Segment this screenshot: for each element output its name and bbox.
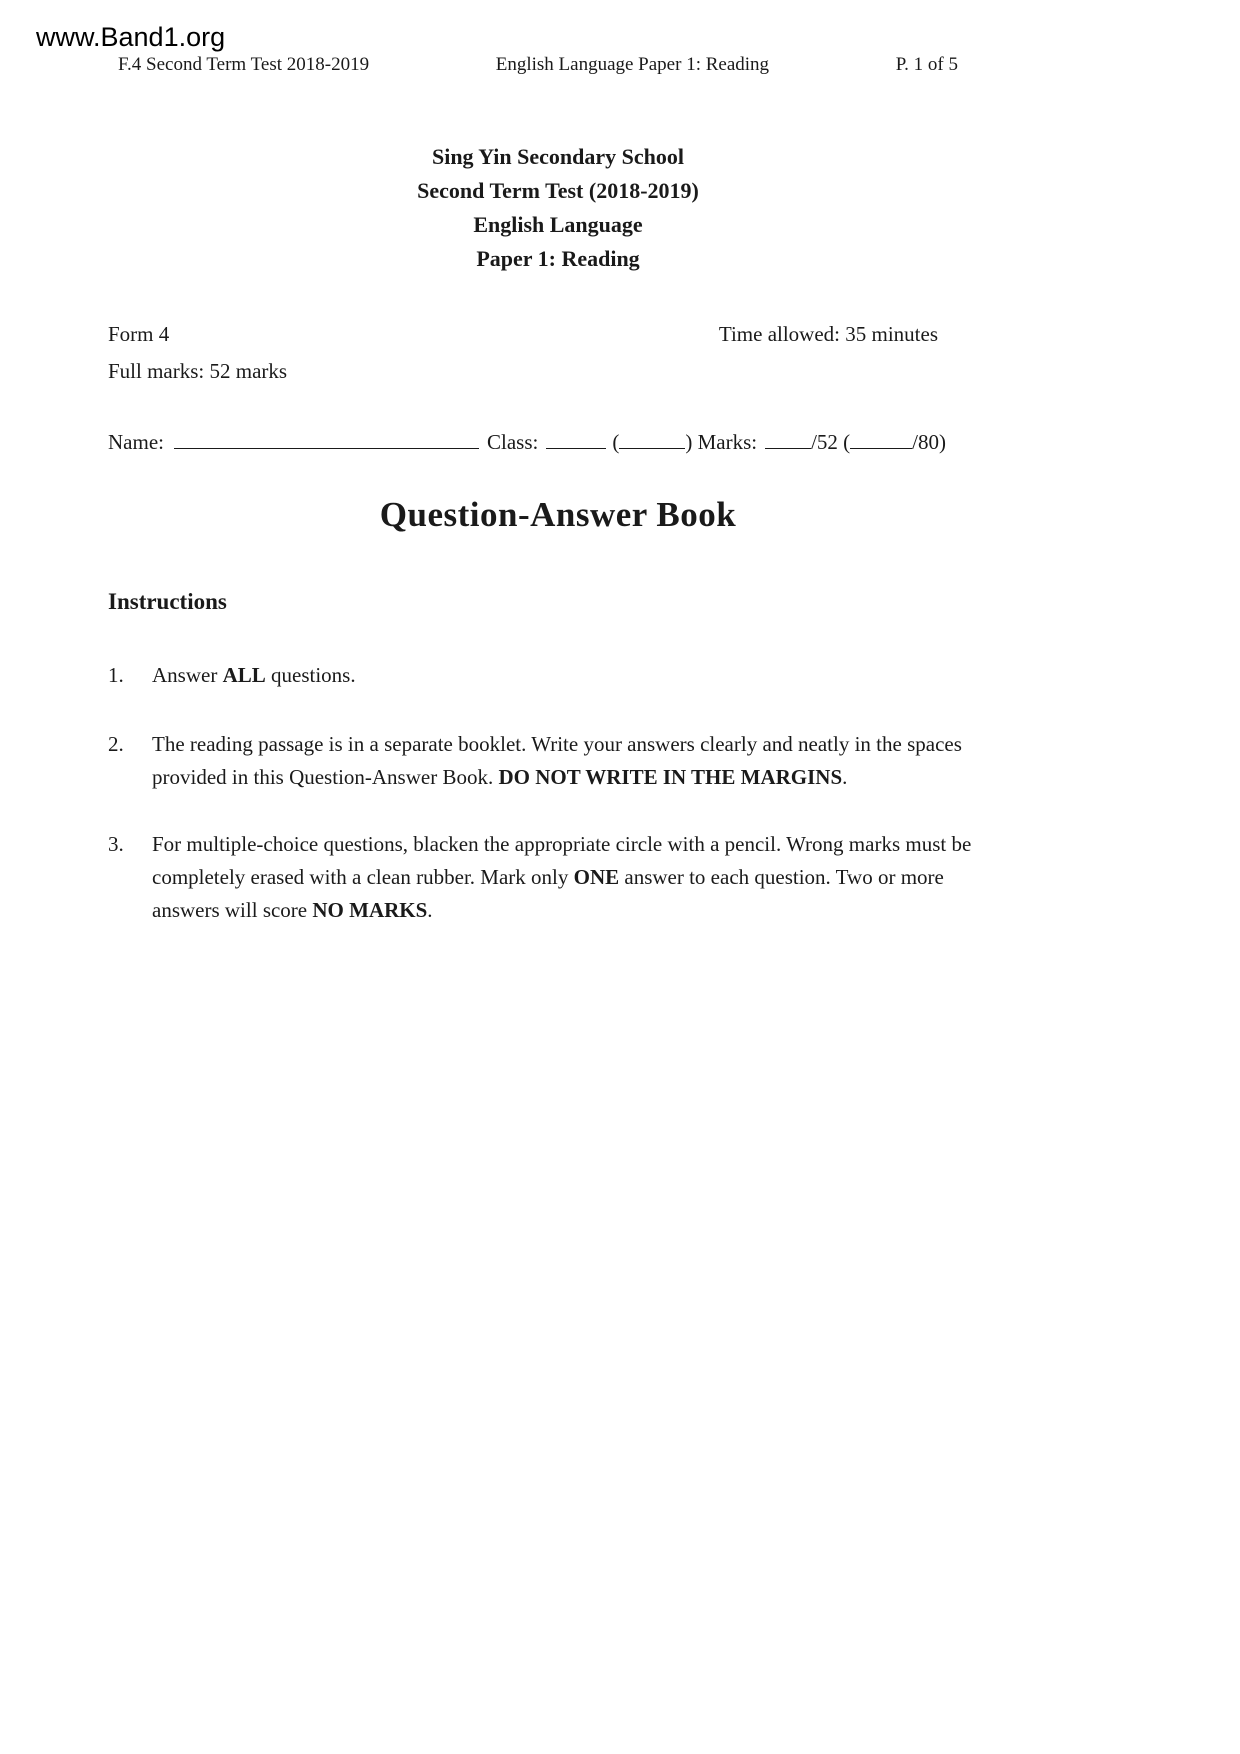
question-answer-book-title: Question-Answer Book: [379, 495, 737, 534]
instruction-number: 1.: [108, 663, 124, 687]
page-header: [108, 54, 1008, 76]
marks-out-of-80: /80): [912, 430, 946, 454]
instruction-item-2: [108, 728, 1008, 794]
watermark-band1: www.Band1.org: [36, 22, 226, 52]
instruction-item-1: [108, 659, 1008, 692]
instruction-number: 3.: [108, 832, 124, 856]
marks-out-of-52: /52 (: [811, 430, 851, 454]
header-center-paper-name: English Language Paper 1: Reading: [495, 54, 770, 75]
full-marks-label: Full marks: 52 marks: [108, 359, 288, 383]
class-label: Class:: [486, 430, 539, 454]
page-content: [108, 0, 1008, 927]
time-allowed-label: Time allowed: 35 minutes: [718, 322, 938, 346]
title-block: [108, 140, 1008, 276]
marks-label: Marks:: [697, 430, 758, 454]
paper-title: Paper 1: Reading: [476, 246, 640, 271]
marks-80-blank-line: [850, 428, 912, 449]
instructions-heading: Instructions: [108, 589, 227, 614]
name-blank-line: [174, 428, 479, 449]
class-blank-line: [546, 428, 606, 449]
instruction-item-3: [108, 828, 1008, 927]
form-label: Form 4: [108, 322, 170, 346]
name-class-marks-line: [108, 428, 1008, 455]
instruction-text: For multiple-choice questions, blacken the appropriate circle with a pencil. Wrong marks must be completely erased with a clean rubber. Mark only ONE answer to each question. Two or more answers will score NO MARKS.: [152, 832, 972, 922]
class-paren-close: ): [685, 430, 698, 454]
instruction-text: The reading passage is in a separate booklet. Write your answers clearly and neatly in the spaces provided in this Question-Answer Book. DO NOT WRITE IN THE MARGINS.: [152, 732, 962, 789]
class-number-blank-line: [619, 428, 685, 449]
name-label: Name:: [108, 430, 164, 454]
instruction-number: 2.: [108, 732, 124, 756]
school-name: Sing Yin Secondary School: [431, 144, 685, 169]
instruction-text: Answer ALL questions.: [152, 663, 356, 687]
header-page-number: P. 1 of 5: [895, 54, 958, 75]
class-paren-open: (: [612, 430, 620, 454]
header-left-test-name: F.4 Second Term Test 2018-2019: [118, 54, 370, 75]
marks-blank-line: [765, 428, 811, 449]
subject-title: English Language: [473, 212, 643, 237]
exam-info-row: [108, 322, 1008, 347]
term-test-title: Second Term Test (2018-2019): [417, 178, 699, 203]
